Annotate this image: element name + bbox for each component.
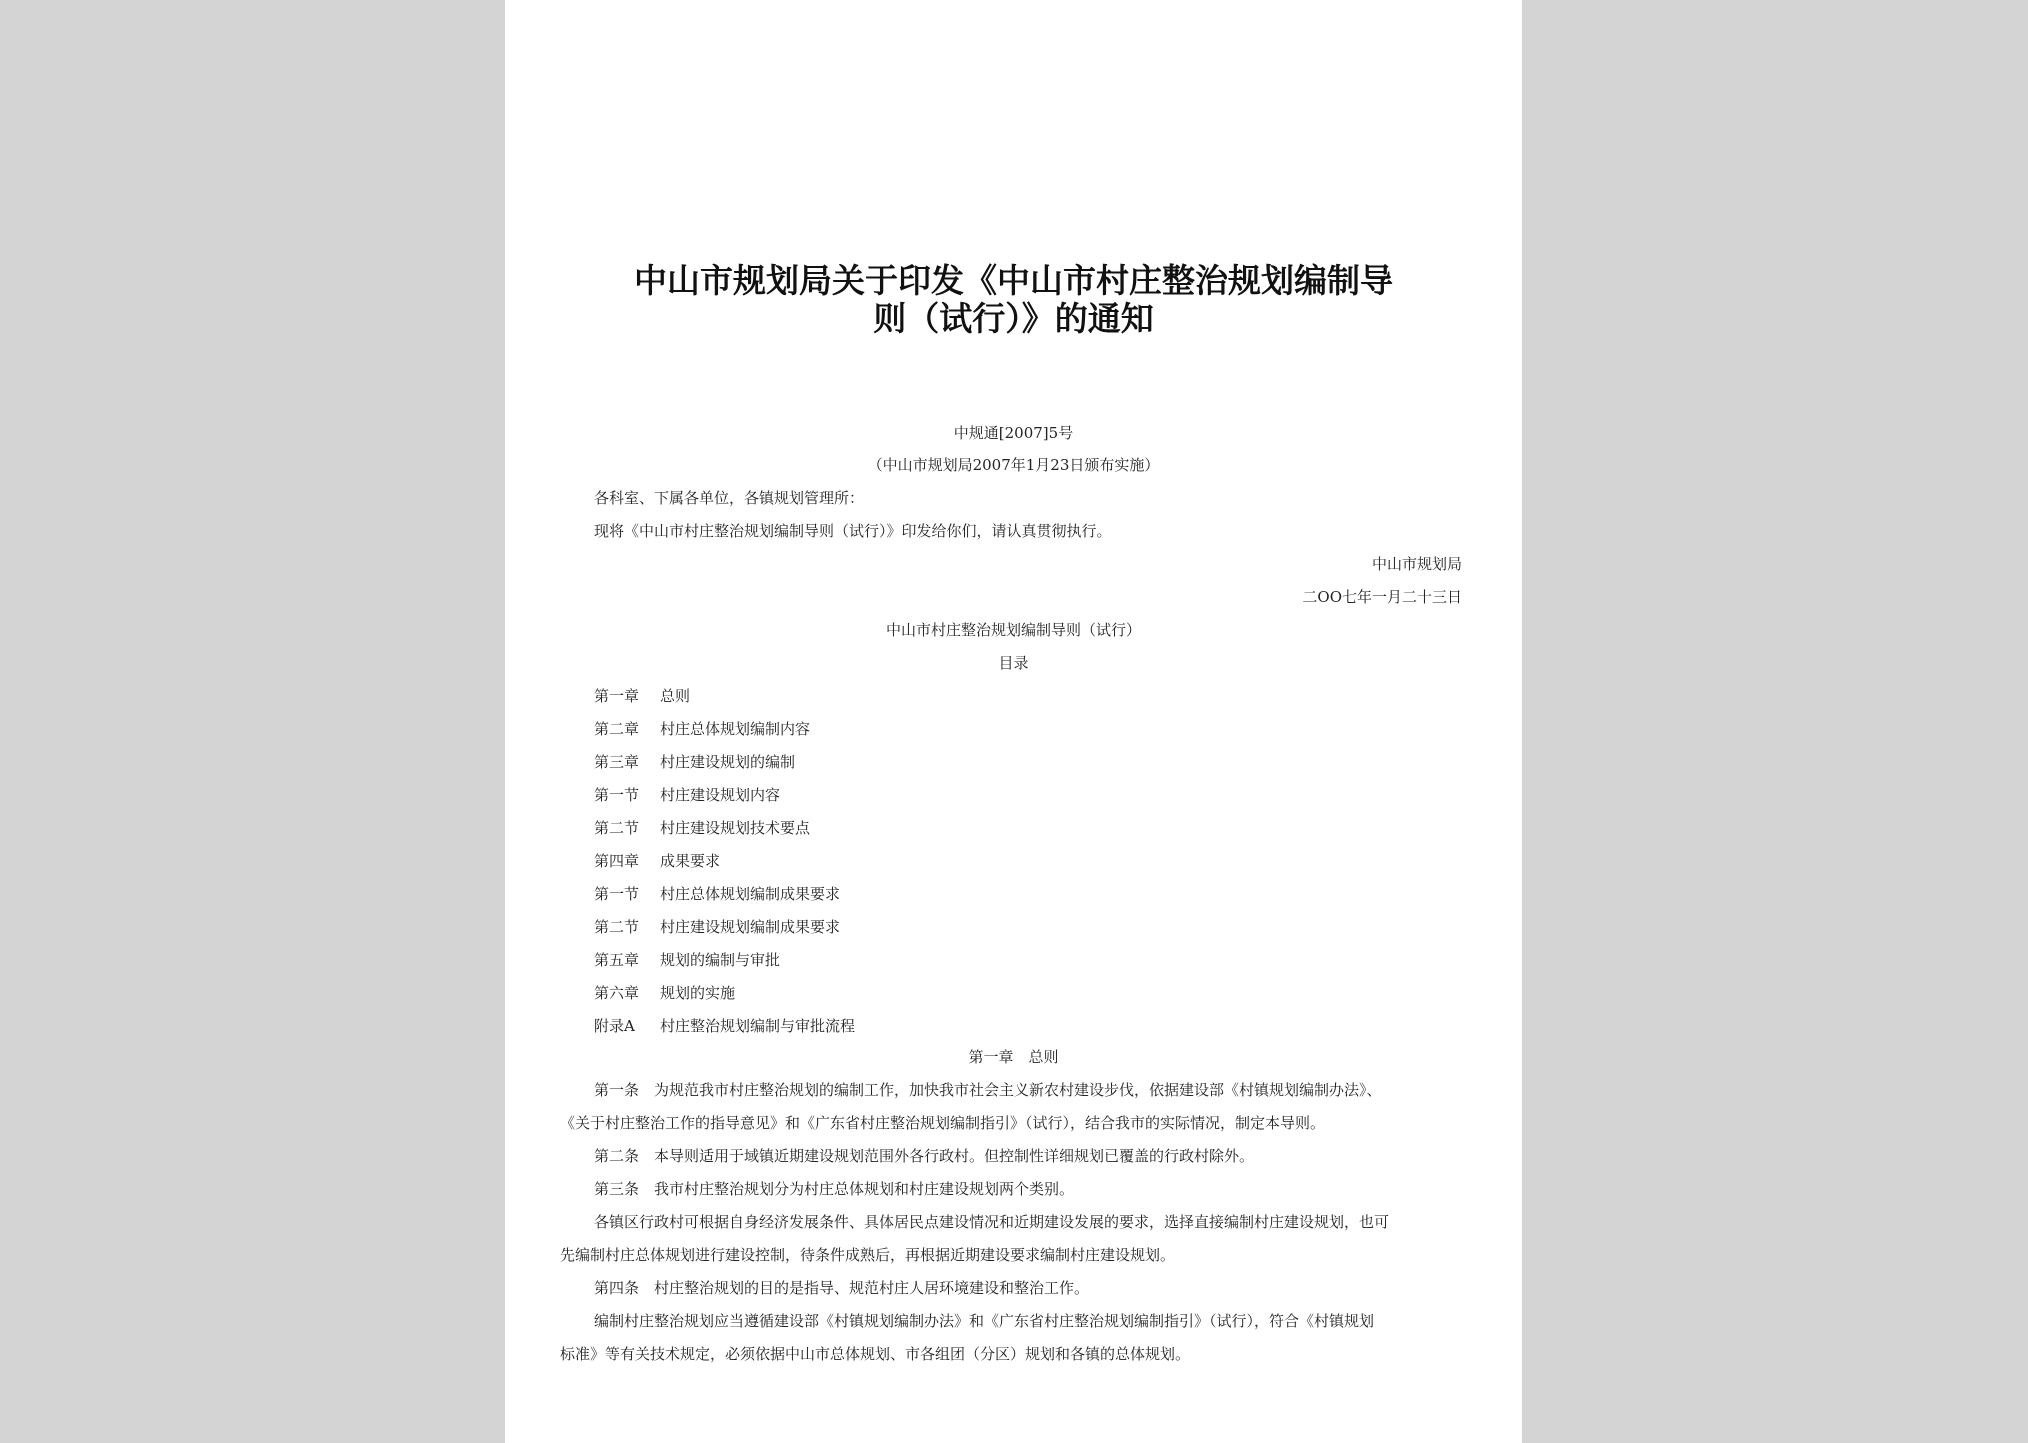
toc-item [594,719,810,739]
toc-item-label: 村庄建设规划技术要点 [660,819,811,837]
toc-item [594,851,720,871]
toc-item-number: 第四章 [594,852,640,870]
toc-item [594,884,840,904]
toc-item-label: 村庄整治规划编制与审批流程 [660,1017,856,1035]
toc-item [594,983,735,1003]
issue-note: （中山市规划局2007年1月23日颁布实施） [867,456,1160,474]
toc-item-number: 第五章 [594,951,640,969]
toc-item [594,917,840,937]
toc-item [594,785,780,805]
toc-item [594,818,810,838]
document-page [505,0,1522,1443]
toc-item-number: 第二节 [594,918,640,936]
article-3b-line-1: 各镇区行政村可根据自身经济发展条件、具体居民点建设情况和近期建设发展的要求，选择直接编制村庄建设规划，也可 [594,1213,1390,1231]
toc-item-number: 第六章 [594,984,640,1002]
toc-item-number: 第一节 [594,786,640,804]
toc-item [594,950,780,970]
toc-item-label: 规划的编制与审批 [660,951,781,969]
article-1-line-2: 《关于村庄整治工作的指导意见》和《广东省村庄整治规划编制指引》（试行），结合我市的实际情况，制定本导则。 [560,1114,1326,1132]
toc-heading: 目录 [998,654,1029,672]
toc-item [594,1016,855,1036]
document-title [565,262,1462,338]
toc-item-label: 村庄建设规划编制成果要求 [660,918,841,936]
toc-item-number: 第二章 [594,720,640,738]
toc-item-label: 村庄总体规划编制成果要求 [660,885,841,903]
article-4b-line-1: 编制村庄整治规划应当遵循建设部《村镇规划编制办法》和《广东省村庄整治规划编制指引》（试行），符合《村镇规划 [594,1312,1375,1330]
chapter-heading: 第一章 总则 [968,1048,1059,1066]
toc-item-label: 村庄建设规划内容 [660,786,781,804]
toc-item-number: 第二节 [594,819,640,837]
addressee: 各科室、下属各单位，各镇规划管理所： [594,489,865,507]
article-3b-line-2: 先编制村庄总体规划进行建设控制，待条件成熟后，再根据近期建设要求编制村庄建设规划。 [560,1246,1176,1264]
guide-title: 中山市村庄整治规划编制导则（试行） [885,621,1141,639]
toc-item-number: 第一节 [594,885,640,903]
toc-item-label: 成果要求 [660,852,721,870]
article-4: 第四条 村庄整治规划的目的是指导、规范村庄人居环境建设和整治工作。 [594,1279,1090,1297]
signature: 中山市规划局 [1371,555,1462,573]
toc-item-label: 总则 [660,687,691,705]
toc-item-label: 规划的实施 [660,984,736,1002]
toc-item-number: 第一章 [594,687,640,705]
article-1-line-1: 第一条 为规范我市村庄整治规划的编制工作，加快我市社会主义新农村建设步伐，依据建设部《村镇规划编制办法》、 [594,1081,1382,1099]
doc-number: 中规通[2007]5号 [953,424,1074,442]
title-line-1: 中山市规划局关于印发《中山市村庄整治规划编制导 [634,261,1393,300]
article-2: 第二条 本导则适用于域镇近期建设规划范围外各行政村。但控制性详细规划已覆盖的行政村除外。 [594,1147,1255,1165]
date: 二OO七年一月二十三日 [1302,588,1462,606]
toc-item-number: 附录A [594,1017,635,1035]
toc-item-label: 村庄总体规划编制内容 [660,720,811,738]
toc-item-label: 村庄建设规划的编制 [660,753,796,771]
article-3: 第三条 我市村庄整治规划分为村庄总体规划和村庄建设规划两个类别。 [594,1180,1075,1198]
title-line-2: 则（试行）》的通知 [873,299,1154,338]
toc-item-number: 第三章 [594,753,640,771]
article-4b-line-2: 标准》等有关技术规定，必须依据中山市总体规划、市各组团（分区）规划和各镇的总体规划。 [560,1345,1191,1363]
body-intro: 现将《中山市村庄整治规划编制导则（试行）》印发给你们，请认真贯彻执行。 [594,522,1112,540]
toc-item [594,752,795,772]
toc-item [594,686,690,706]
